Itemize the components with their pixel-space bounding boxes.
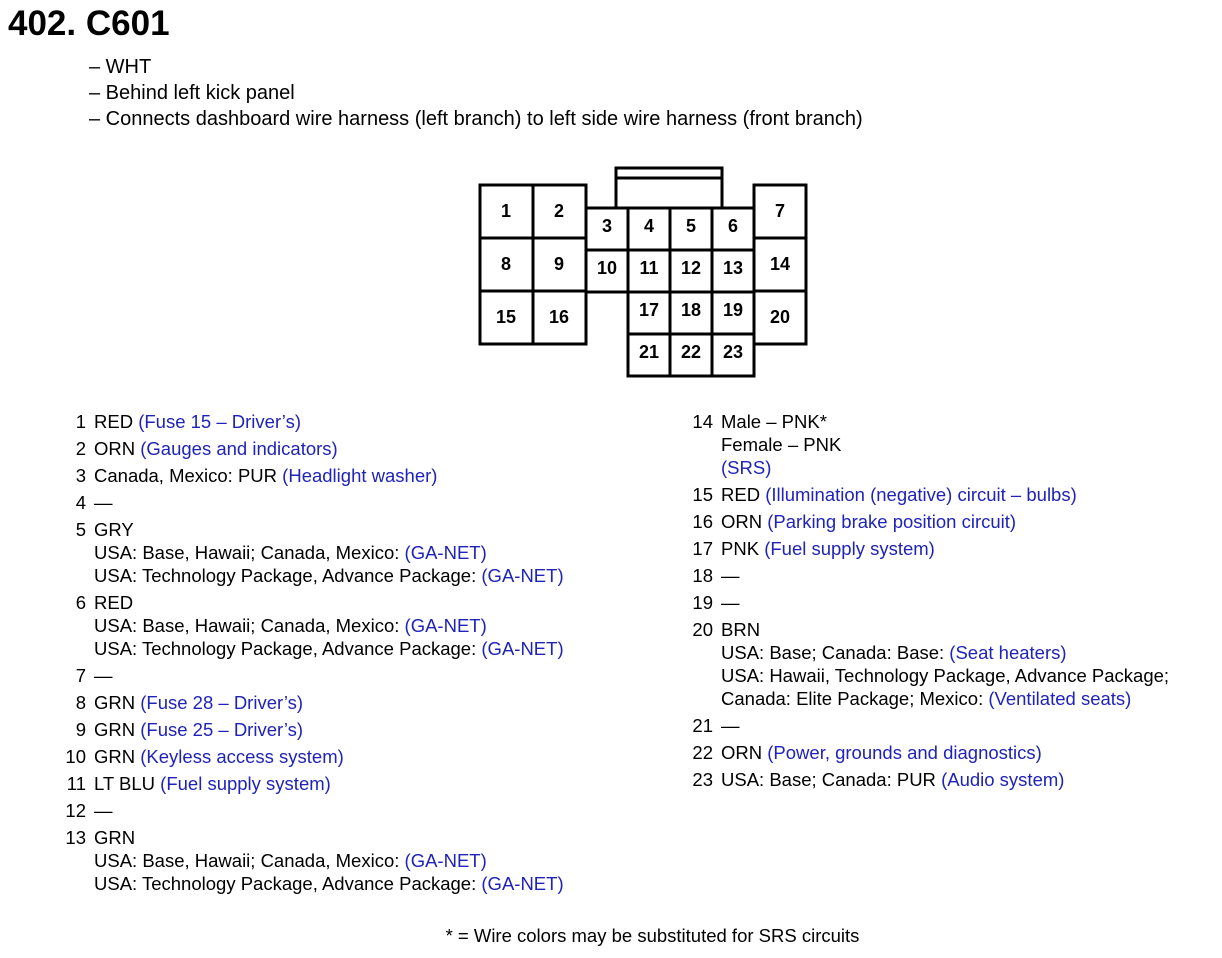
- pin-number: 16: [692, 511, 713, 532]
- pin-label-7: 7: [774, 201, 786, 221]
- pin-label-15: 15: [495, 307, 517, 327]
- pin-wire-text: —: [94, 492, 113, 513]
- pin-description-line: [94, 872, 564, 895]
- circuit-reference-link[interactable]: (Seat heaters): [949, 642, 1067, 663]
- pin-number: 6: [75, 592, 86, 613]
- circuit-reference-link[interactable]: (Parking brake position circuit): [767, 511, 1017, 532]
- pin-entry: [75, 518, 564, 587]
- pin-label-11: 11: [639, 258, 659, 278]
- pin-description-line: [721, 564, 1169, 587]
- pin-wire-text: RED: [94, 592, 134, 613]
- pin-label-17: 17: [638, 300, 660, 320]
- footnote: * = Wire colors may be substituted for SRS circuits: [445, 925, 860, 946]
- pin-description-line: [94, 745, 564, 768]
- pin-wire-text: USA: Hawaii, Technology Package, Advance Package;: [721, 665, 1170, 686]
- pin-number: 14: [692, 411, 713, 432]
- circuit-reference-link[interactable]: (GA-NET): [404, 542, 487, 563]
- pin-description-line: [721, 618, 1169, 641]
- pin-wire-text: GRN: [94, 719, 141, 740]
- pin-label-9: 9: [553, 254, 565, 274]
- pin-label-5: 5: [685, 216, 697, 236]
- pin-description-line: [721, 410, 1169, 433]
- pin-number: 4: [75, 492, 86, 513]
- circuit-reference-link[interactable]: (Ventilated seats): [988, 688, 1132, 709]
- pin-label-10: 10: [596, 258, 618, 278]
- pin-number: 19: [692, 592, 713, 613]
- pin-label-2: 2: [553, 201, 565, 221]
- pin-wire-text: USA: Technology Package, Advance Package:: [94, 873, 482, 894]
- pin-entry: [66, 772, 564, 795]
- pin-wire-text: RED: [94, 411, 139, 432]
- pin-description-line: [94, 464, 564, 487]
- pin-label-8: 8: [500, 254, 512, 274]
- pin-description-line: [721, 483, 1169, 506]
- pin-description-line: [721, 664, 1169, 687]
- pin-description-line: [94, 718, 564, 741]
- pin-wire-text: —: [721, 592, 740, 613]
- circuit-reference-link[interactable]: (Fuel supply system): [160, 773, 331, 794]
- pin-label-14: 14: [769, 254, 791, 274]
- pin-entry: [692, 510, 1169, 533]
- pin-wire-text: Canada, Mexico: PUR: [94, 465, 283, 486]
- pin-label-4: 4: [643, 216, 655, 236]
- pin-description-line: [721, 456, 1169, 479]
- pin-description-line: [94, 518, 564, 541]
- pin-wire-text: —: [94, 800, 113, 821]
- pin-entry: [692, 483, 1169, 506]
- pin-wire-text: RED: [721, 484, 766, 505]
- pin-entry: [692, 537, 1169, 560]
- circuit-reference-link[interactable]: (Gauges and indicators): [140, 438, 338, 459]
- circuit-reference-link[interactable]: (Audio system): [941, 769, 1065, 790]
- connector-name: C601: [85, 4, 170, 43]
- pin-number: 23: [692, 769, 713, 790]
- circuit-reference-link[interactable]: (GA-NET): [404, 850, 487, 871]
- pin-description-line: [94, 614, 564, 637]
- pin-label-22: 22: [680, 342, 702, 362]
- pin-description-line: [721, 641, 1169, 664]
- pin-entry: [65, 826, 564, 895]
- circuit-reference-link[interactable]: (Power, grounds and diagnostics): [767, 742, 1042, 763]
- pin-entry: [692, 741, 1169, 764]
- pin-entry: [75, 491, 564, 514]
- pin-wire-text: —: [721, 565, 740, 586]
- info-color: – WHT: [89, 56, 152, 78]
- pin-entry: [65, 745, 564, 768]
- pin-entry: [75, 437, 564, 460]
- pin-description-line: [94, 849, 564, 872]
- pin-wire-text: Canada: Elite Package; Mexico:: [721, 688, 989, 709]
- pin-description-line: [721, 741, 1169, 764]
- pin-wire-text: USA: Base, Hawaii; Canada, Mexico:: [94, 542, 405, 563]
- pin-description-line: [721, 510, 1169, 533]
- pin-description-line: [94, 591, 564, 614]
- pin-number: 17: [692, 538, 713, 559]
- pin-list-right: [692, 410, 1170, 795]
- pin-wire-text: GRN: [94, 746, 141, 767]
- pin-number: 15: [692, 484, 713, 505]
- pin-wire-text: USA: Technology Package, Advance Package:: [94, 638, 482, 659]
- pin-entry: [75, 718, 564, 741]
- pin-wire-text: USA: Base, Hawaii; Canada, Mexico:: [94, 850, 405, 871]
- pin-description-line: [94, 772, 564, 795]
- pin-label-3: 3: [601, 216, 613, 236]
- pin-description-line: [94, 491, 564, 514]
- pin-description-line: [721, 591, 1169, 614]
- connector-diagram: [470, 158, 820, 383]
- circuit-reference-link[interactable]: (GA-NET): [481, 638, 564, 659]
- pin-number: 11: [66, 773, 86, 794]
- pin-entry: [75, 664, 564, 687]
- pin-number: 5: [75, 519, 86, 540]
- pin-entry: [692, 410, 1169, 479]
- pin-label-23: 23: [722, 342, 744, 362]
- pin-label-18: 18: [680, 300, 702, 320]
- pin-label-21: 21: [638, 342, 660, 362]
- pin-entry: [692, 618, 1170, 710]
- connector-lock-tab: [616, 168, 722, 208]
- pin-number: 7: [75, 665, 86, 686]
- pin-number: 1: [75, 411, 86, 432]
- pin-entry: [692, 768, 1169, 791]
- pin-number: 20: [692, 619, 713, 640]
- pin-description-line: [94, 564, 564, 587]
- pin-label-1: 1: [500, 201, 512, 221]
- circuit-reference-link[interactable]: (Keyless access system): [140, 746, 344, 767]
- pin-wire-text: USA: Base; Canada: Base:: [721, 642, 950, 663]
- pin-entry: [692, 564, 1169, 587]
- pin-entry: [75, 591, 564, 660]
- pin-label-16: 16: [548, 307, 570, 327]
- pin-number: 2: [75, 438, 86, 459]
- pin-label-20: 20: [769, 307, 791, 327]
- pin-description-line: [721, 537, 1169, 560]
- pin-wire-text: PNK: [721, 538, 765, 559]
- pin-description-line: [94, 691, 564, 714]
- page-title: [8, 4, 170, 44]
- pin-number: 22: [692, 742, 713, 763]
- pin-wire-text: ORN: [721, 511, 768, 532]
- pin-label-19: 19: [722, 300, 744, 320]
- pin-wire-text: Male – PNK*: [721, 411, 827, 432]
- circuit-reference-link[interactable]: (Fuse 28 – Driver’s): [140, 692, 304, 713]
- pin-description-line: [94, 410, 564, 433]
- pin-wire-text: USA: Technology Package, Advance Package:: [94, 565, 482, 586]
- pin-description-line: [721, 768, 1169, 791]
- pin-description-line: [721, 433, 1169, 456]
- pin-description-line: [94, 437, 564, 460]
- pin-description-line: [721, 687, 1169, 710]
- pin-wire-text: —: [94, 665, 113, 686]
- section-number: 402.: [8, 4, 77, 43]
- pin-wire-text: ORN: [721, 742, 768, 763]
- circuit-reference-link[interactable]: (Fuel supply system): [764, 538, 935, 559]
- pin-wire-text: BRN: [721, 619, 761, 640]
- circuit-reference-link[interactable]: (SRS): [721, 457, 772, 478]
- connector-info: [89, 54, 863, 132]
- info-connection: – Connects dashboard wire harness (left branch) to left side wire harness (front branch): [89, 108, 863, 130]
- pin-number: 12: [65, 800, 86, 821]
- pin-wire-text: GRN: [94, 827, 136, 848]
- pin-description-line: [721, 714, 1169, 737]
- circuit-reference-link[interactable]: (Illumination (negative) circuit – bulbs): [765, 484, 1077, 505]
- circuit-reference-link[interactable]: (GA-NET): [481, 873, 564, 894]
- pin-entry: [75, 464, 564, 487]
- pin-number: 9: [75, 719, 86, 740]
- pin-description-line: [94, 826, 564, 849]
- pin-description-line: [94, 664, 564, 687]
- pin-wire-text: USA: Base; Canada: PUR: [721, 769, 942, 790]
- pin-number: 18: [692, 565, 713, 586]
- pin-list-left: [65, 410, 564, 899]
- pin-entry: [65, 799, 564, 822]
- pin-label-12: 12: [680, 258, 702, 278]
- pin-entry: [692, 591, 1169, 614]
- info-location: – Behind left kick panel: [89, 82, 295, 104]
- pin-wire-text: LT BLU: [94, 773, 161, 794]
- pin-wire-text: GRY: [94, 519, 134, 540]
- circuit-reference-link[interactable]: (Fuse 25 – Driver’s): [140, 719, 304, 740]
- pin-number: 21: [692, 715, 713, 736]
- pin-description-line: [94, 637, 564, 660]
- circuit-reference-link[interactable]: (Fuse 15 – Driver’s): [138, 411, 301, 432]
- pin-wire-text: USA: Base, Hawaii; Canada, Mexico:: [94, 615, 405, 636]
- circuit-reference-link[interactable]: (GA-NET): [481, 565, 564, 586]
- pin-label-6: 6: [727, 216, 739, 236]
- pin-entry: [75, 691, 564, 714]
- pin-number: 13: [65, 827, 86, 848]
- pin-description-line: [94, 541, 564, 564]
- pin-wire-text: GRN: [94, 692, 141, 713]
- circuit-reference-link[interactable]: (Headlight washer): [282, 465, 438, 486]
- pin-wire-text: Female – PNK: [721, 434, 842, 455]
- pin-description-line: [94, 799, 564, 822]
- circuit-reference-link[interactable]: (GA-NET): [404, 615, 487, 636]
- pin-entry: [692, 714, 1169, 737]
- pin-entry: [75, 410, 564, 433]
- pin-number: 8: [75, 692, 86, 713]
- pin-number: 10: [65, 746, 86, 767]
- pin-number: 3: [75, 465, 86, 486]
- pin-wire-text: ORN: [94, 438, 141, 459]
- pin-wire-text: —: [721, 715, 740, 736]
- pin-label-13: 13: [722, 258, 744, 278]
